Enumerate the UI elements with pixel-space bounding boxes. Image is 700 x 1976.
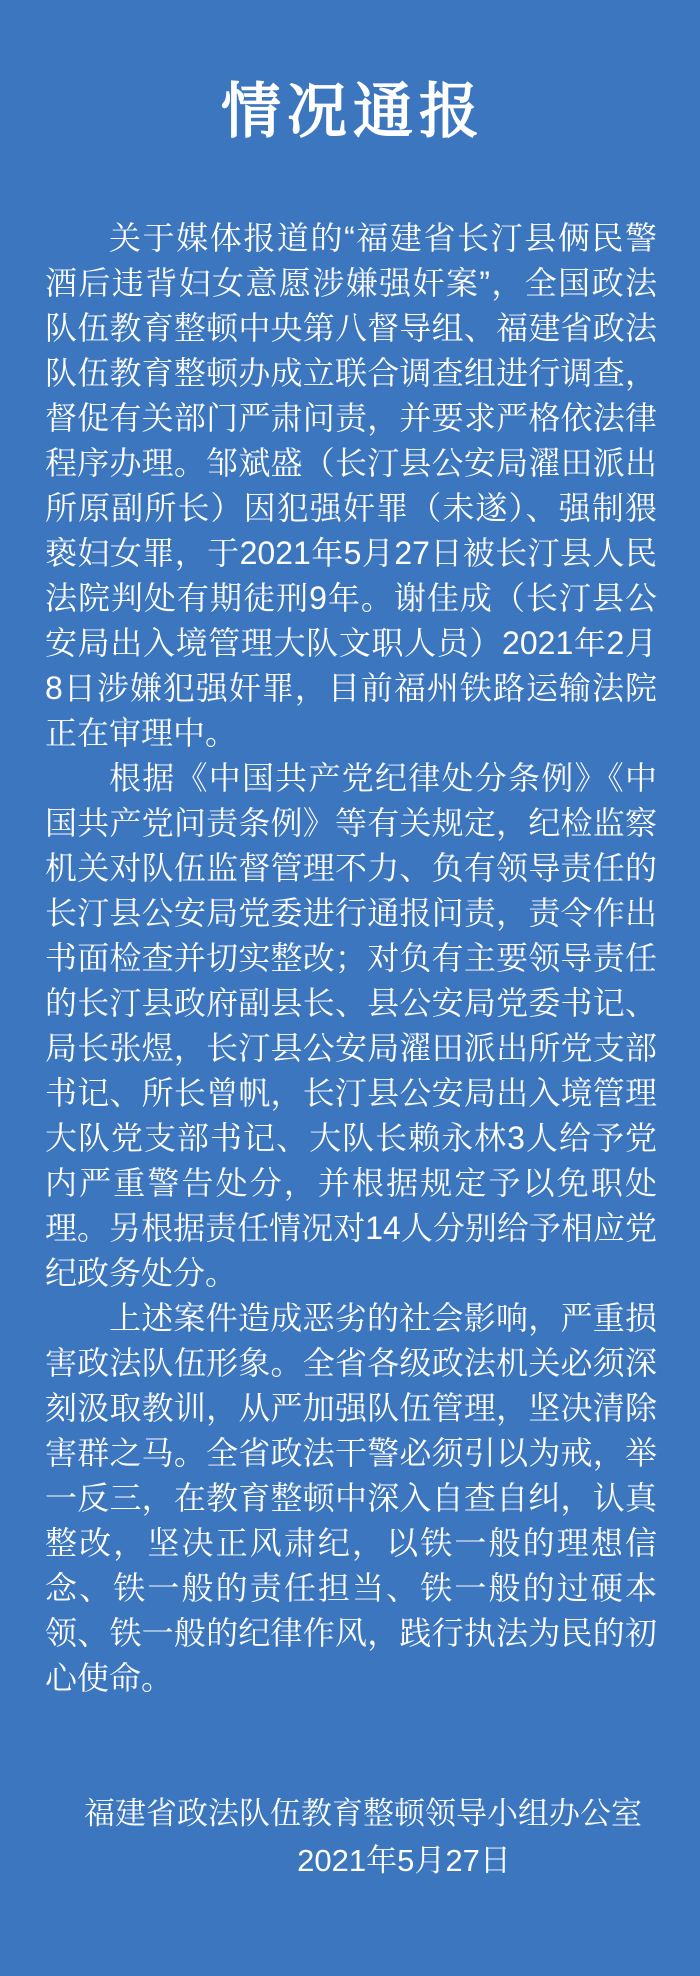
notice-body	[45, 216, 657, 1701]
notice-paragraph-accountability: 根据《中国共产党纪律处分条例》《中国共产党问责条例》等有关规定，纪检监察机关对队伍监督管理不力、负有领导责任的长汀县公安局党委进行通报问责，责令作出书面检查并切实整改；对负有主要领导责任的长汀县政府副县长、县公安局党委书记、局长张煜，长汀县公安局濯田派出所党支部书记、所长曾帆，长汀县公安局出入境管理大队党支部书记、大队长赖永林3人给予党内严重警告处分，并根据规定予以免职处理。另根据责任情况对14人分别给予相应党纪政务处分。	[45, 760, 657, 1291]
notice-footer	[0, 1790, 700, 1884]
notice-paragraph-conclusion: 上述案件造成恶劣的社会影响，严重损害政法队伍形象。全省各级政法机关必须深刻汲取教训，从严加强队伍管理，坚决清除害群之马。全省政法干警必须引以为戒，举一反三，在教育整顿中深入自查自纠，认真整改，坚决正风肃纪，以铁一般的理想信念、铁一般的责任担当、铁一般的过硬本领、铁一般的纪律作风，践行执法为民的初心使命。	[45, 1300, 657, 1696]
notice-title: 情况通报	[221, 78, 485, 145]
notice-signature: 福建省政法队伍教育整顿领导小组办公室	[84, 1796, 642, 1831]
notice-date: 2021年5月27日	[297, 1843, 511, 1878]
notice-paragraph-investigation: 关于媒体报道的“福建省长汀县俩民警酒后违背妇女意愿涉嫌强奸案”，全国政法队伍教育整顿中央第八督导组、福建省政法队伍教育整顿办成立联合调查组进行调查，督促有关部门严肃问责，并要求严格依法律程序办理。邹斌盛（长汀县公安局濯田派出所原副所长）因犯强奸罪（未遂）、强制猥亵妇女罪，于2021年5月27日被长汀县人民法院判处有期徒刑9年。谢佳成（长汀县公安局出入境管理大队文职人员）2021年2月8日涉嫌犯强奸罪，目前福州铁路运输法院正在审理中。	[45, 220, 657, 751]
